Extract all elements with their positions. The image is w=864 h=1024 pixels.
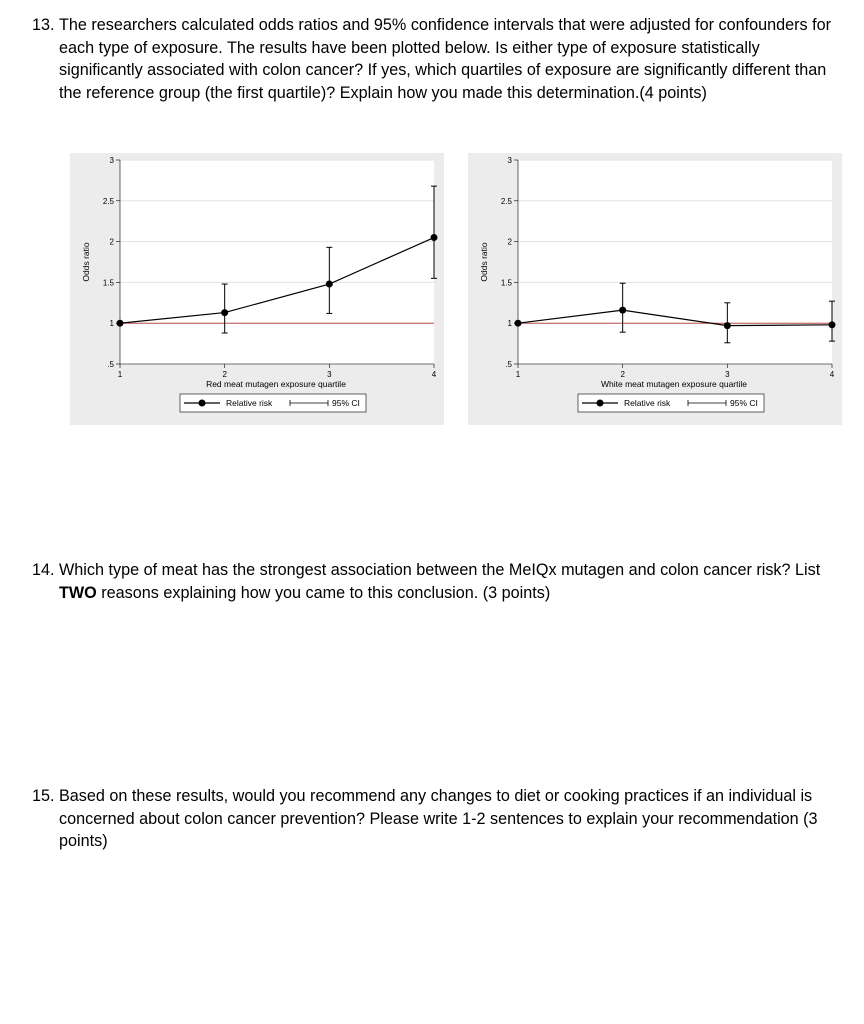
chart1-legend-relative-risk: Relative risk <box>226 398 273 408</box>
chart1-x-tick-label: 4 <box>431 370 437 379</box>
chart1-data-point <box>117 320 124 327</box>
chart1-y-tick-label: 2 <box>109 237 114 247</box>
chart1-y-tick-label: 2.5 <box>102 196 114 206</box>
chart1-y-axis-title: Odds ratio <box>81 242 91 282</box>
chart1-x-tick-label: 1 <box>117 370 123 379</box>
chart2-x-tick-label: 1 <box>515 370 521 379</box>
chart2-y-tick-label: 2.5 <box>500 196 512 206</box>
chart1-plot-area <box>120 160 434 364</box>
question-15-number: 15. <box>32 787 55 805</box>
question-13-number: 13. <box>32 16 55 34</box>
chart2-x-tick-label: 2 <box>620 370 625 379</box>
chart2-data-point <box>829 321 836 328</box>
chart1-data-point <box>431 234 438 241</box>
question-14-text-after: reasons explaining how you came to this conclusion. (3 points) <box>96 583 551 602</box>
chart1-legend-point-marker <box>199 400 206 407</box>
chart1-x-tick-label: 2 <box>222 370 227 379</box>
chart-red-meat <box>70 153 444 425</box>
chart1-data-point <box>221 309 228 316</box>
question-13 <box>32 14 832 104</box>
question-15 <box>32 785 832 853</box>
chart2-x-tick-label: 4 <box>829 370 835 379</box>
chart2-legend-relative-risk: Relative risk <box>624 398 671 408</box>
chart1-legend-ci: 95% CI <box>332 398 360 408</box>
chart1-x-axis-title: Red meat mutagen exposure quartile <box>206 379 346 389</box>
chart1-y-tick-label: 3 <box>109 156 114 165</box>
question-14-number: 14. <box>32 561 55 579</box>
chart1-y-tick-label: .5 <box>107 360 114 369</box>
chart2-y-tick-label: 1 <box>507 319 512 329</box>
chart2-x-axis-title: White meat mutagen exposure quartile <box>601 379 747 389</box>
chart-red-meat-svg <box>70 153 444 425</box>
chart2-legend-point-marker <box>597 400 604 407</box>
question-14 <box>32 559 832 604</box>
chart2-y-tick-label: 3 <box>507 156 512 165</box>
chart2-y-tick-label: .5 <box>505 360 512 369</box>
chart2-plot-area <box>518 160 832 364</box>
question-14-text-before: Which type of meat has the strongest association between the MeIQx mutagen and colon cancer risk? List <box>59 561 821 579</box>
chart2-legend-ci: 95% CI <box>730 398 758 408</box>
chart2-y-tick-label: 2 <box>507 237 512 247</box>
question-15-text: Based on these results, would you recommend any changes to diet or cooking practices if an individual is concerned about colon cancer prevention? Please write 1-2 sentences to explain your recommendation (3 points) <box>59 787 818 851</box>
chart1-x-tick-label: 3 <box>327 370 332 379</box>
chart2-data-point <box>515 320 522 327</box>
chart2-data-point <box>619 307 626 314</box>
chart2-data-point <box>724 322 731 329</box>
chart1-y-tick-label: 1.5 <box>102 278 114 288</box>
chart2-y-axis-title: Odds ratio <box>479 242 489 282</box>
chart2-x-tick-label: 3 <box>725 370 730 379</box>
question-14-bold: TWO <box>59 583 97 602</box>
question-14-text <box>32 559 832 604</box>
chart1-data-point <box>326 281 333 288</box>
chart-white-meat-svg <box>468 153 842 425</box>
chart2-y-tick-label: 1.5 <box>500 278 512 288</box>
chart-white-meat <box>468 153 842 425</box>
question-13-text: The researchers calculated odds ratios and 95% confidence intervals that were adjusted for confounders for each type of exposure. The results have been plotted below. Is either type of exposure statistically significantly associated with colon cancer? If yes, which quartiles of exposure are significantly different than the reference group (the first quartile)? Explain how you made this determination.(4 points) <box>59 16 832 102</box>
chart1-y-tick-label: 1 <box>109 319 114 329</box>
